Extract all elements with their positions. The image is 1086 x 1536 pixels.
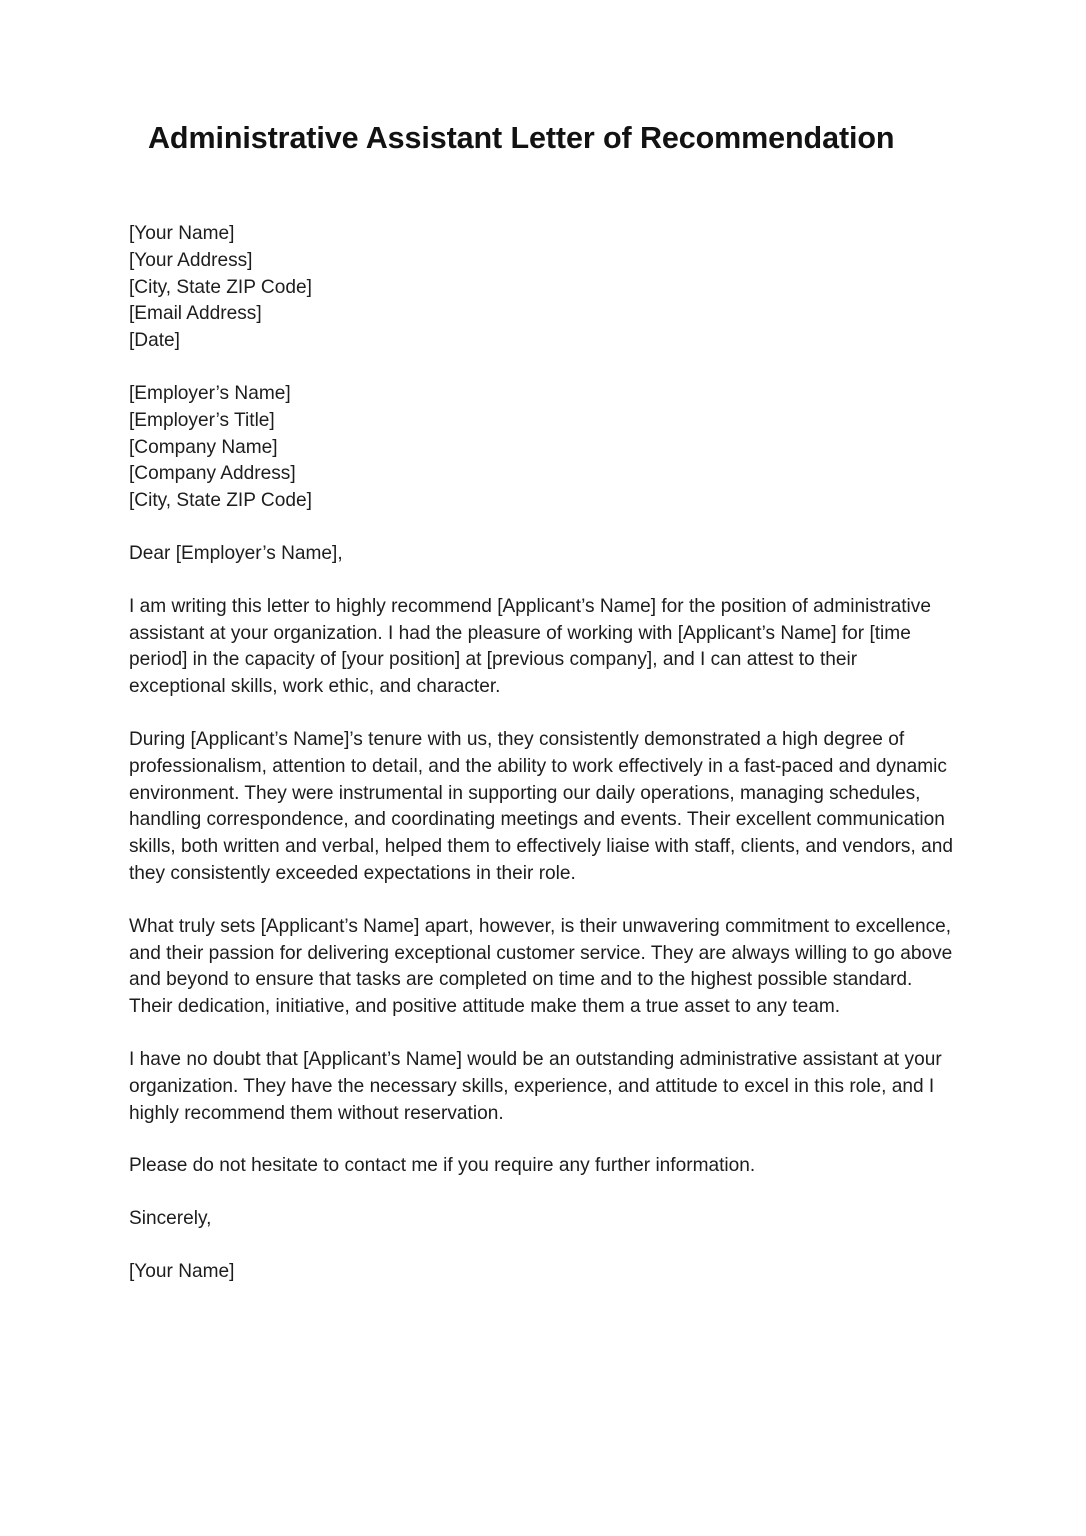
recipient-address-block (129, 381, 957, 515)
paragraph-text: What truly sets [Applicant’s Name] apart, however, is their unwavering commitment to excellence, and their passion for delivering exceptional customer service. They are always willing to go above and beyond to ensure that tasks are completed on time and to the highest possible standard. Their dedication, initiative, and positive attitude make them a true asset to any team. (129, 915, 953, 1018)
salutation-line: Dear [Employer’s Name], (129, 542, 343, 564)
sender-date-line: [Date] (129, 330, 180, 352)
sender-name-line: [Your Name] (129, 223, 235, 244)
sender-address-line: [Your Address] (129, 249, 253, 271)
sender-city-state-zip-line: [City, State ZIP Code] (129, 276, 312, 298)
body-paragraph-3 (129, 914, 957, 1021)
salutation (129, 541, 957, 568)
sender-email-line: [Email Address] (129, 303, 262, 325)
body-paragraph-1 (129, 594, 957, 701)
recipient-title-line: [Employer’s Title] (129, 409, 275, 431)
recipient-city-state-zip-line: [City, State ZIP Code] (129, 490, 312, 512)
closing-line: Sincerely, (129, 1208, 212, 1230)
body-paragraph-2 (129, 727, 957, 888)
page-title: Administrative Assistant Letter of Recommendation (148, 121, 895, 155)
closing (129, 1206, 957, 1233)
paragraph-text: I am writing this letter to highly recommend [Applicant’s Name] for the position of administrative assistant at your organization. I had the pleasure of working with [Applicant’s Name] for [time period] in the capacity of [your position] at [previous company], and I can attest to their exceptional skills, work ethic, and character. (129, 595, 931, 698)
body-paragraph-5 (129, 1153, 957, 1180)
recipient-name-line: [Employer’s Name] (129, 382, 291, 404)
sender-address-block (129, 221, 957, 355)
paragraph-text: I have no doubt that [Applicant’s Name] would be an outstanding administrative assistant at your organization. They have the necessary skills, experience, and attitude to excel in this role, and I highly recommend them without reservation. (129, 1048, 942, 1124)
paragraph-text: Please do not hesitate to contact me if you require any further information. (129, 1155, 756, 1177)
body-paragraph-4 (129, 1047, 957, 1127)
signature-line: [Your Name] (129, 1260, 235, 1282)
recipient-company-name-line: [Company Name] (129, 436, 278, 458)
letter-body (129, 118, 957, 1286)
recipient-company-address-line: [Company Address] (129, 463, 296, 485)
signature (129, 1259, 957, 1286)
paragraph-text: During [Applicant’s Name]’s tenure with us, they consistently demonstrated a high degree of professionalism, attention to detail, and the ability to work effectively in a fast-paced and dynamic environment. They were instrumental in supporting our daily operations, managing schedules, handling correspondence, and coordinating meetings and events. Their excellent communication skills, both written and verbal, helped them to effectively liaise with staff, clients, and vendors, and they consistently exceeded expectations in their role. (129, 728, 953, 884)
